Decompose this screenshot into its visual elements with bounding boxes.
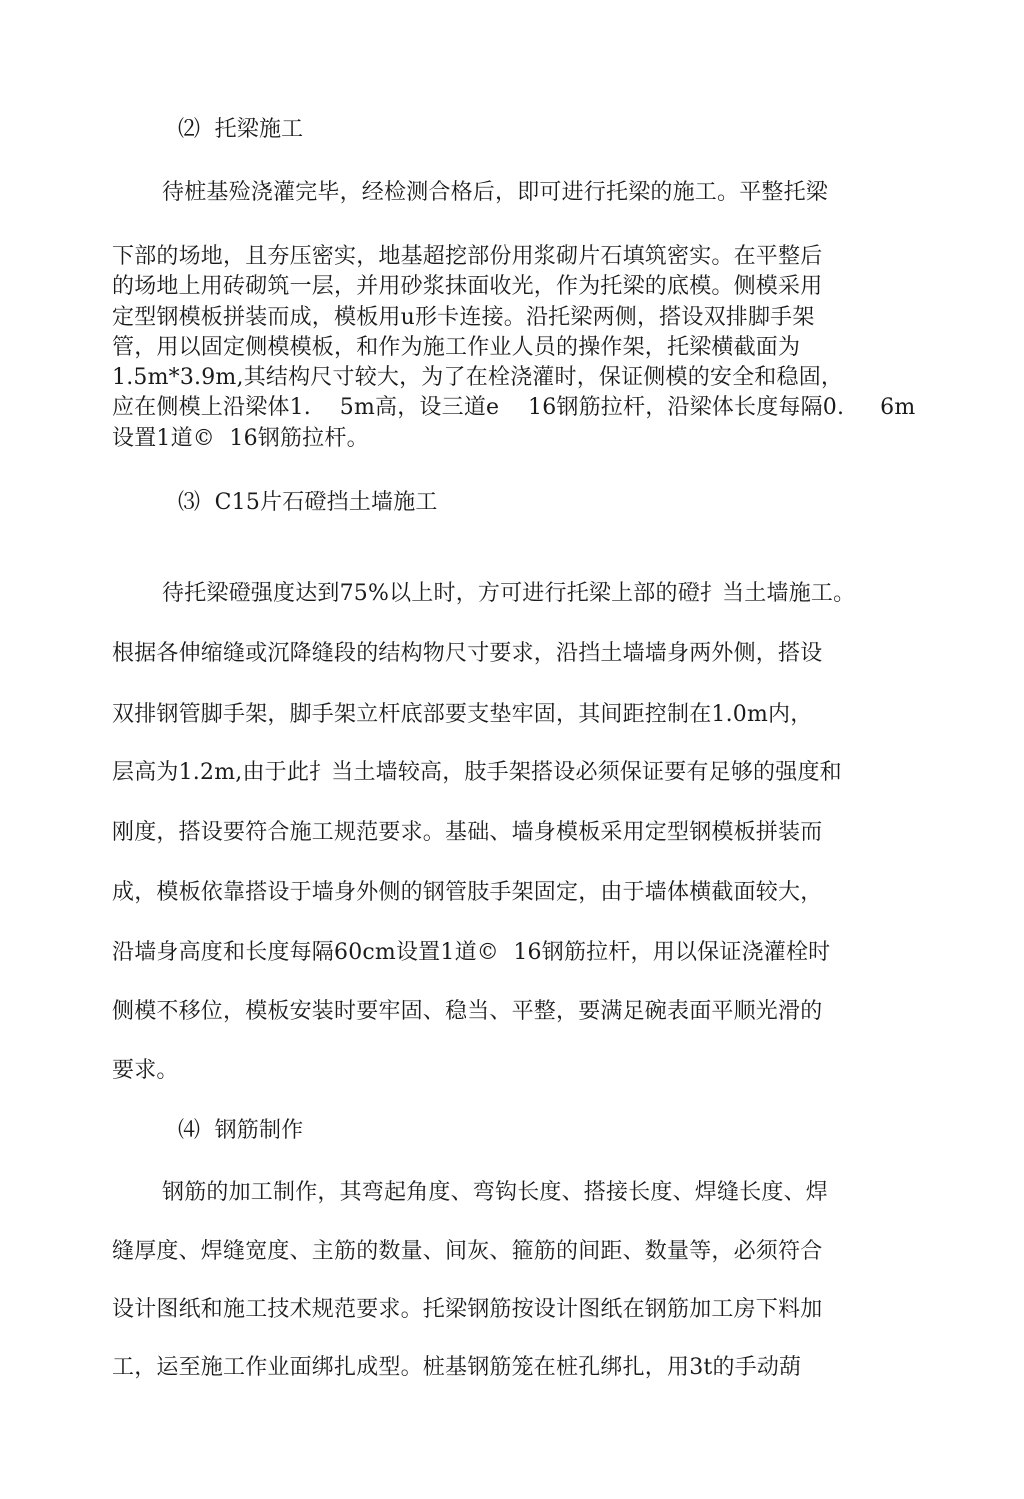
paragraph-line: 工，运至施工作业面绑扎成型。桩基钢筋笼在桩孔绑扎，用3t的手动葫	[112, 1355, 802, 1380]
paragraph-line: 钢筋的加工制作，其弯起角度、弯钩长度、搭接长度、焊缝长度、焊	[162, 1180, 829, 1205]
section-heading-4: ⑷ 钢筋制作	[178, 1118, 304, 1143]
paragraph-line: 缝厚度、焊缝宽度、主筋的数量、间灰、箍筋的间距、数量等，必须符合	[112, 1239, 823, 1264]
paragraph-line: 定型钢模板拼装而成，模板用u形卡连接。沿托梁两侧，搭设双排脚手架	[112, 305, 815, 330]
paragraph-line: 根据各伸缩缝或沉降缝段的结构物尺寸要求，沿挡土墙墙身两外侧，搭设	[112, 641, 823, 666]
paragraph-line: 刚度，搭设要符合施工规范要求。基础、墙身模板采用定型钢模板拼装而	[112, 820, 823, 845]
paragraph-line: 待桩基殓浇灌完毕，经检测合格后，即可进行托梁的施工。平整托梁	[162, 180, 829, 205]
section-heading-2: ⑵ 托梁施工	[178, 117, 304, 142]
paragraph-line: 待托梁磴强度达到75%以上时，方可进行托梁上部的磴扌当土墙施工。	[162, 581, 856, 606]
paragraph-line: 下部的场地，且夯压密实，地基超挖部份用浆砌片石填筑密实。在平整后	[112, 244, 823, 269]
paragraph-line: 层高为1.2m,由于此扌当土墙较高，肢手架搭设必须保证要有足够的强度和	[112, 760, 842, 785]
paragraph-line: 双排钢管脚手架，脚手架立杆底部要支垫牢固，其间距控制在1.0m内，	[112, 702, 813, 727]
paragraph-line: 应在侧模上沿梁体1. 5m高，设三道e 16钢筋拉杆，沿梁体长度每隔0. 6m	[112, 395, 916, 420]
section-heading-3: ⑶ C15片石磴挡土墙施工	[178, 490, 438, 515]
paragraph-line: 设置1道© 16钢筋拉杆。	[112, 426, 369, 451]
paragraph-line: 设计图纸和施工技术规范要求。托梁钢筋按设计图纸在钢筋加工房下料加	[112, 1297, 823, 1322]
paragraph-line: 管，用以固定侧模模板，和作为施工作业人员的操作架，托梁横截面为	[112, 335, 801, 360]
paragraph-line: 沿墙身高度和长度每隔60cm设置1道© 16钢筋拉杆，用以保证浇灌栓时	[112, 940, 831, 965]
paragraph-line: 成，模板依靠搭设于墙身外侧的钢管肢手架固定，由于墙体横截面较大，	[112, 880, 823, 905]
paragraph-line: 的场地上用砖砌筑一层，并用砂浆抹面收光，作为托梁的底模。侧模采用	[112, 274, 823, 299]
paragraph-line: 1.5m*3.9m,其结构尺寸较大，为了在栓浇灌时，保证侧模的安全和稳固，	[112, 365, 844, 390]
paragraph-line: 要求。	[112, 1058, 179, 1083]
paragraph-line: 侧模不移位，模板安装时要牢固、稳当、平整，要满足碗表面平顺光滑的	[112, 999, 823, 1024]
